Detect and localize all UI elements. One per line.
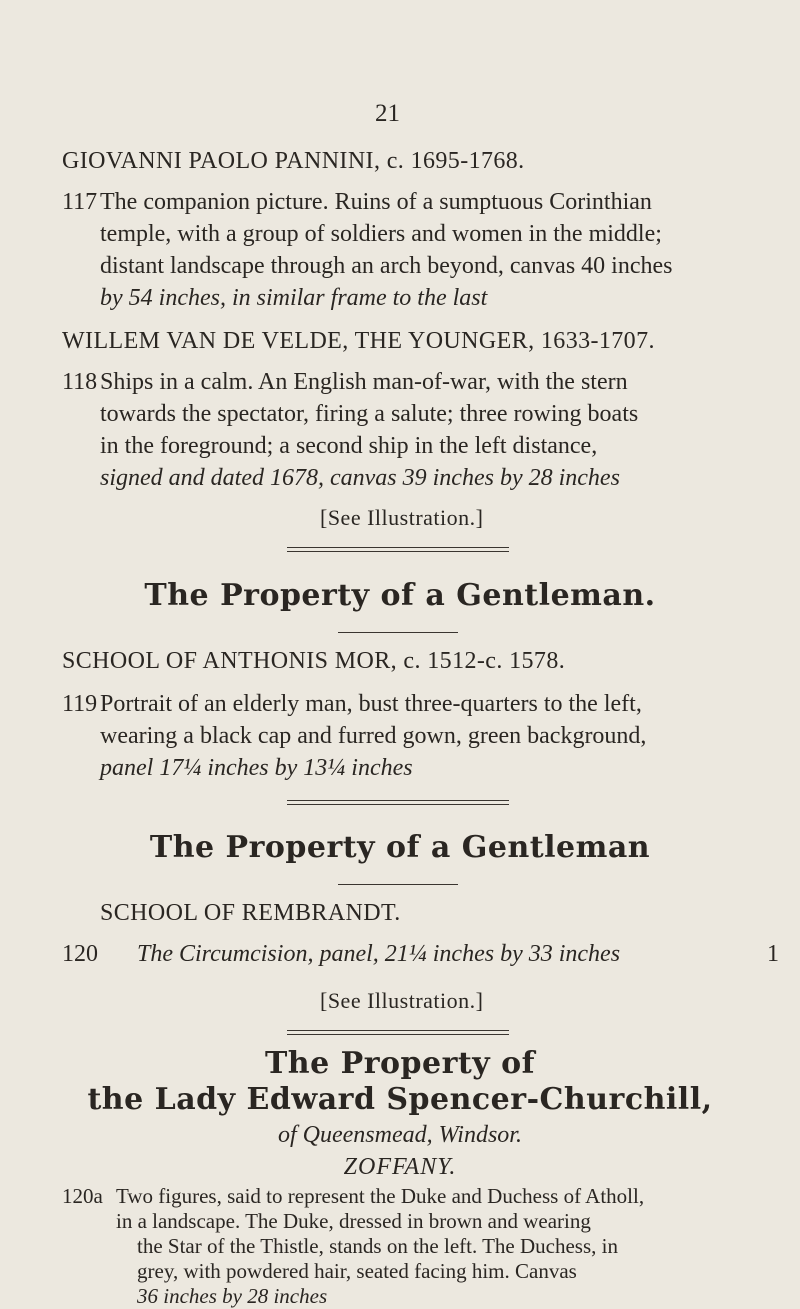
artist-heading-velde: WILLEM VAN DE VELDE, THE YOUNGER, 1633-1707. <box>62 328 655 354</box>
lot-description-line: Two figures, said to represent the Duke and Duchess of Atholl, <box>116 1184 645 1208</box>
see-illustration-note: [See Illustration.] <box>320 505 484 530</box>
lot-number: 119 <box>62 691 98 717</box>
artist-heading-zoffany: ZOFFANY. <box>343 1154 457 1180</box>
artist-heading-rembrandt: SCHOOL OF REMBRANDT. <box>100 900 401 926</box>
lot-description-line: Portrait of an elderly man, bust three-quarters to the left, <box>100 691 642 717</box>
lot-description-line: in the foreground; a second ship in the left distance, <box>100 433 598 459</box>
divider-rule <box>287 547 509 552</box>
lot-119 <box>62 688 777 784</box>
lot-description-line: in a landscape. The Duke, dressed in brown and wearing <box>116 1209 591 1233</box>
divider-rule <box>338 632 458 633</box>
lot-description-line: the Star of the Thistle, stands on the left. The Duchess, in <box>137 1234 618 1258</box>
divider-rule <box>287 1030 509 1035</box>
lot-description-line: Ships in a calm. An English man-of-war, with the stern <box>100 369 628 395</box>
property-heading: The Property of a Gentleman. <box>144 578 656 613</box>
property-heading: The Property of a Gentleman <box>149 830 651 865</box>
lot-description-line: wearing a black cap and furred gown, green background, <box>100 723 647 749</box>
lot-number: 120a <box>62 1184 103 1208</box>
artist-heading-pannini: GIOVANNI PAOLO PANNINI, c. 1695-1768. <box>62 148 525 174</box>
lot-number: 120 <box>62 941 98 967</box>
divider-rule <box>287 800 509 805</box>
lot-description-line: distant landscape through an arch beyond, canvas 40 inches <box>100 253 673 279</box>
lot-description-line: signed and dated 1678, canvas 39 inches by 28 inches <box>100 465 620 491</box>
property-heading: The Property of <box>264 1046 536 1081</box>
property-owner: the Lady Edward Spencer-Churchill, <box>87 1082 713 1117</box>
lot-117 <box>62 186 777 314</box>
lot-description-line: The companion picture. Ruins of a sumptuous Corinthian <box>100 189 652 215</box>
lot-description-line: by 54 inches, in similar frame to the last <box>100 285 488 311</box>
lot-description-line: towards the spectator, firing a salute; three rowing boats <box>100 401 639 427</box>
lot-description-line: 36 inches by 28 inches <box>137 1284 328 1308</box>
see-illustration-note: [See Illustration.] <box>320 988 484 1013</box>
lot-120a-continued <box>137 1234 787 1309</box>
lot-120a <box>62 1184 792 1234</box>
lot-description-line: temple, with a group of soldiers and women in the middle; <box>100 221 662 247</box>
lot-118 <box>62 366 777 494</box>
lot-description-line: grey, with powdered hair, seated facing him. Canvas <box>137 1259 577 1283</box>
marginal-mark: 1 <box>767 941 779 967</box>
lot-number: 117 <box>62 189 98 215</box>
lot-description-line: panel 17¼ inches by 13¼ inches <box>100 755 413 781</box>
page-number: 21 <box>375 100 400 127</box>
lot-description-line: The Circumcision, panel, 21¼ inches by 33 inches <box>137 941 621 967</box>
divider-rule <box>338 884 458 885</box>
lot-number: 118 <box>62 369 98 395</box>
property-location: of Queensmead, Windsor. <box>278 1122 522 1148</box>
artist-heading-mor: SCHOOL OF ANTHONIS MOR, c. 1512-c. 1578. <box>62 648 566 674</box>
